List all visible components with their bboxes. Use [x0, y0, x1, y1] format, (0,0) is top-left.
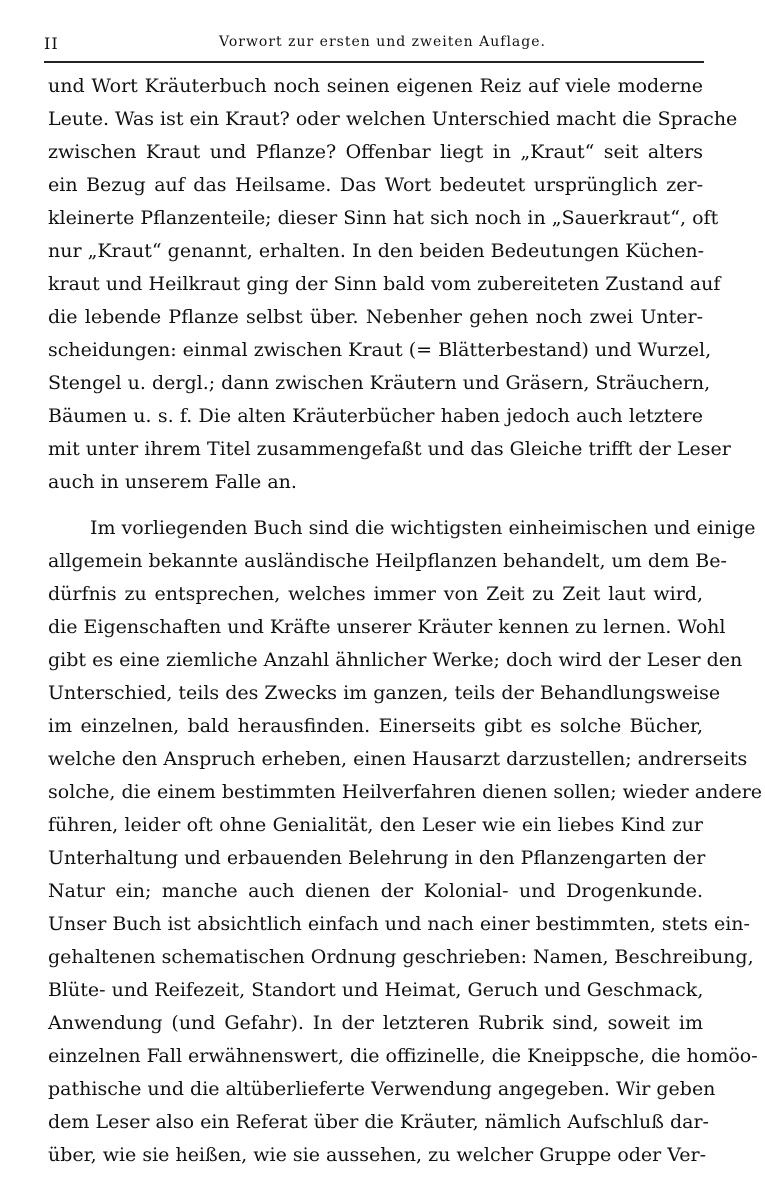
text-line: dem Leser also ein Referat über die Kräuter, nämlich Aufschluß dar-: [48, 1111, 709, 1133]
text-line: welche den Anspruch erheben, einen Hausarzt darzustellen; andrerseits: [48, 748, 748, 770]
text-line: Unser Buch ist absichtlich einfach und nach einer bestimmten, stets ein-: [48, 913, 750, 935]
running-title: Vorwort zur ersten und zweiten Auflage.: [219, 34, 546, 50]
text-line: die Eigenschaften und Kräfte unserer Kräuter kennen zu lernen. Wohl: [48, 616, 726, 638]
text-line: Unterhaltung und erbauenden Belehrung in den Pflanzengarten der: [48, 847, 706, 869]
text-line: Im vorliegenden Buch sind die wichtigsten einheimischen und einige: [90, 517, 756, 539]
text-line: auch in unserem Falle an.: [48, 471, 297, 493]
text-line: pathische und die altüberlieferte Verwendung angegeben. Wir geben: [48, 1078, 716, 1100]
text-line: dürfnis zu entsprechen, welches immer von Zeit zu Zeit laut wird,: [48, 583, 703, 605]
text-line: nur „Kraut“ genannt, erhalten. In den beiden Bedeutungen Küchen-: [48, 240, 705, 262]
header-rule: [44, 61, 704, 63]
text-line: allgemein bekannte ausländische Heilpflanzen behandelt, um dem Be-: [48, 550, 727, 572]
text-line: Stengel u. dergl.; dann zwischen Kräutern und Gräsern, Sträuchern,: [48, 372, 711, 394]
text-line: solche, die einem bestimmten Heilverfahren dienen sollen; wieder andere: [48, 781, 763, 803]
text-line: ein Bezug auf das Heilsame. Das Wort bedeutet ursprünglich zer-: [48, 174, 703, 196]
text-line: und Wort Kräuterbuch noch seinen eigenen Reiz auf viele moderne: [48, 75, 703, 97]
page-header: [44, 30, 704, 60]
text-line: gehaltenen schematischen Ordnung geschrieben: Namen, Beschreibung,: [48, 946, 754, 968]
text-line: Unterschied, teils des Zwecks im ganzen, teils der Behandlungsweise: [48, 682, 721, 704]
page-number: II: [44, 34, 59, 53]
text-line: scheidungen: einmal zwischen Kraut (= Blätterbestand) und Wurzel,: [48, 339, 712, 361]
text-line: Blüte- und Reifezeit, Standort und Heimat, Geruch und Geschmack,: [48, 979, 704, 1001]
paragraph-continuation: [48, 70, 738, 499]
text-line: führen, leider oft ohne Genialität, den Leser wie ein liebes Kind zur: [48, 814, 703, 836]
text-line: Anwendung (und Gefahr). In der letzteren Rubrik sind, soweit im: [48, 1012, 703, 1034]
paragraph-preface: [48, 512, 763, 1172]
text-line: über, wie sie heißen, wie sie aussehen, zu welcher Gruppe oder Ver-: [48, 1144, 707, 1166]
text-line: die lebende Pflanze selbst über. Nebenher gehen noch zwei Unter-: [48, 306, 703, 328]
text-line: gibt es eine ziemliche Anzahl ähnlicher Werke; doch wird der Leser den: [48, 649, 743, 671]
text-line: mit unter ihrem Titel zusammengefaßt und das Gleiche trifft der Leser: [48, 438, 731, 460]
text-line: im einzelnen, bald herausfinden. Einerseits gibt es solche Bücher,: [48, 715, 703, 737]
text-line: kleinerte Pflanzenteile; dieser Sinn hat sich noch in „Sauerkraut“, oft: [48, 207, 719, 229]
text-line: Natur ein; manche auch dienen der Kolonial- und Drogenkunde.: [48, 880, 703, 902]
text-line: einzelnen Fall erwähnenswert, die offizinelle, die Kneippsche, die homöo-: [48, 1045, 758, 1067]
text-line: zwischen Kraut und Pflanze? Offenbar liegt in „Kraut“ seit alters: [48, 141, 703, 163]
text-line: Bäumen u. s. f. Die alten Kräuterbücher haben jedoch auch letztere: [48, 405, 703, 427]
text-line: Leute. Was ist ein Kraut? oder welchen Unterschied macht die Sprache: [48, 108, 738, 130]
body-text: [48, 70, 763, 1172]
text-line: kraut und Heilkraut ging der Sinn bald vom zubereiteten Zustand auf: [48, 273, 721, 295]
